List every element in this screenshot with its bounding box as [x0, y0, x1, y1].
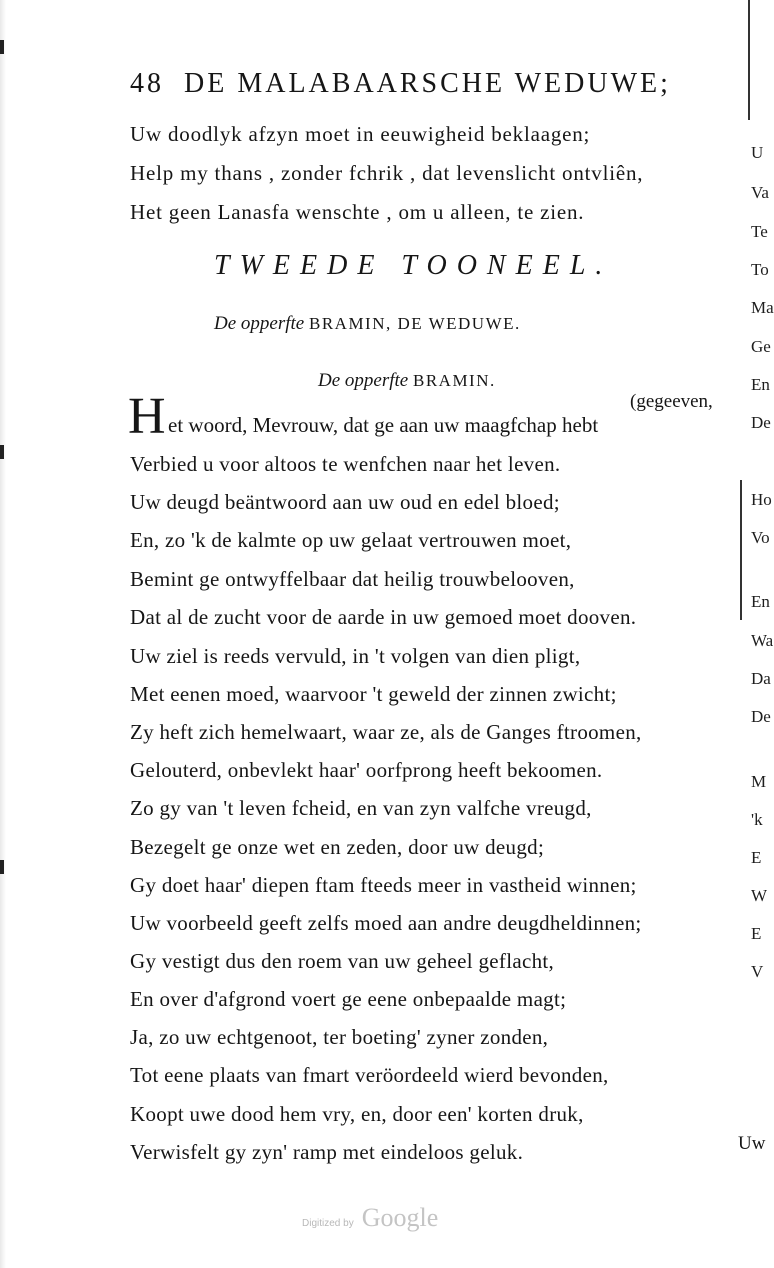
verse-line: Koopt uwe dood hem vry, en, door een' korten druk,	[130, 1102, 584, 1126]
verse-line: Zo gy van 't leven fcheid, en van zyn valfche vreugd,	[130, 796, 592, 820]
verse-line: Uw voorbeeld geeft zelfs moed aan andre deugdheldinnen;	[130, 911, 642, 935]
verse-line: et woord, Mevrouw, dat ge aan uw maagfchap hebt	[168, 413, 599, 437]
facing-fragment: M	[751, 772, 767, 791]
verse-line: Tot eene plaats van fmart veröordeeld wierd bevonden,	[130, 1063, 609, 1087]
facing-fragment: En	[751, 375, 770, 394]
facing-fragment: Vo	[751, 528, 770, 547]
verse-line: Verbied u voor altoos te wenfchen naar het leven.	[130, 452, 561, 476]
facing-fragment: Da	[751, 669, 771, 688]
scene-title: TWEEDE TOONEEL.	[214, 250, 613, 281]
verse-line: Ja, zo uw echtgenoot, ter boeting' zyner zonden,	[130, 1025, 549, 1049]
facing-fragment: V	[751, 962, 764, 981]
facing-fragment: W	[751, 886, 768, 905]
edge-mark	[0, 445, 4, 459]
verse-line: Gy doet haar' diepen ftam fteeds meer in vastheid winnen;	[130, 873, 637, 897]
facing-fragment: Va	[751, 183, 769, 202]
facing-fragment: Te	[751, 222, 768, 241]
verse-line: En over d'afgrond voert ge eene onbepaalde magt;	[130, 987, 567, 1011]
edge-mark	[0, 40, 4, 54]
running-title: DE MALABAARSCHE WEDUWE;	[184, 68, 671, 99]
catchword: Uw	[738, 1133, 766, 1154]
facing-fragment: De	[751, 707, 771, 726]
verse-line: Help my thans , zonder fchrik , dat levenslicht ontvliên,	[130, 161, 644, 185]
running-header	[130, 68, 671, 100]
facing-page-fragments	[735, 0, 774, 1268]
facing-fragment: To	[751, 260, 769, 279]
verse-line: Dat al de zucht voor de aarde in uw gemoed moet dooven.	[130, 605, 637, 629]
facing-fragment: Ma	[751, 298, 774, 317]
facing-fragment: Wa	[751, 631, 774, 650]
edge-mark	[0, 860, 4, 874]
scene-persons-italic: De opperfte	[214, 313, 305, 334]
verse-line: Bemint ge ontwyffelbaar dat heilig trouwbelooven,	[130, 567, 575, 591]
speaker-label	[318, 370, 496, 392]
scene-persons-caps: BRAMIN, DE WEDUWE.	[308, 314, 521, 333]
scene-persons	[214, 313, 521, 335]
speaker-caps: BRAMIN.	[412, 371, 496, 390]
verse-line: Gy vestigt dus den roem van uw geheel geflacht,	[130, 949, 555, 973]
left-page-edge	[0, 0, 6, 1268]
verse-line: Verwisfelt gy zyn' ramp met eindeloos geluk.	[130, 1140, 524, 1164]
verse-line: Uw deugd beäntwoord aan uw oud en edel bloed;	[130, 490, 560, 514]
verse-line: Het geen Lanasfa wenschte , om u alleen, te zien.	[130, 200, 585, 224]
verse-line: En, zo 'k de kalmte op uw gelaat vertrouwen moet,	[130, 528, 572, 552]
facing-fragment: 'k	[751, 810, 763, 829]
facing-fragment: U	[751, 143, 764, 162]
digitization-watermark	[302, 1203, 438, 1233]
verse-line: Zy heft zich hemelwaart, waar ze, als de Ganges ftroomen,	[130, 720, 642, 744]
speaker-italic: De opperfte	[318, 370, 409, 391]
verse-line: Uw ziel is reeds vervuld, in 't volgen van dien pligt,	[130, 644, 581, 668]
line-overflow-fragment: (gegeeven,	[630, 391, 713, 412]
watermark-prefix: Digitized by	[302, 1218, 354, 1229]
facing-fragment: En	[751, 592, 770, 611]
verse-line: Met eenen moed, waarvoor 't geweld der zinnen zwicht;	[130, 682, 617, 706]
facing-fragment: E	[751, 924, 762, 943]
facing-fragment: Ge	[751, 337, 771, 356]
verse-line: Gelouterd, onbevlekt haar' oorfprong heeft bekoomen.	[130, 758, 603, 782]
verse-line: Uw doodlyk afzyn moet in eeuwigheid beklaagen;	[130, 122, 591, 146]
drop-cap: H	[128, 388, 166, 445]
facing-fragment: E	[751, 848, 762, 867]
page-number: 48	[130, 68, 164, 99]
facing-fragment: De	[751, 413, 771, 432]
verse-line: Bezegelt ge onze wet en zeden, door uw deugd;	[130, 835, 545, 859]
facing-fragment: Ho	[751, 490, 772, 509]
watermark-logo: Google	[361, 1203, 439, 1232]
